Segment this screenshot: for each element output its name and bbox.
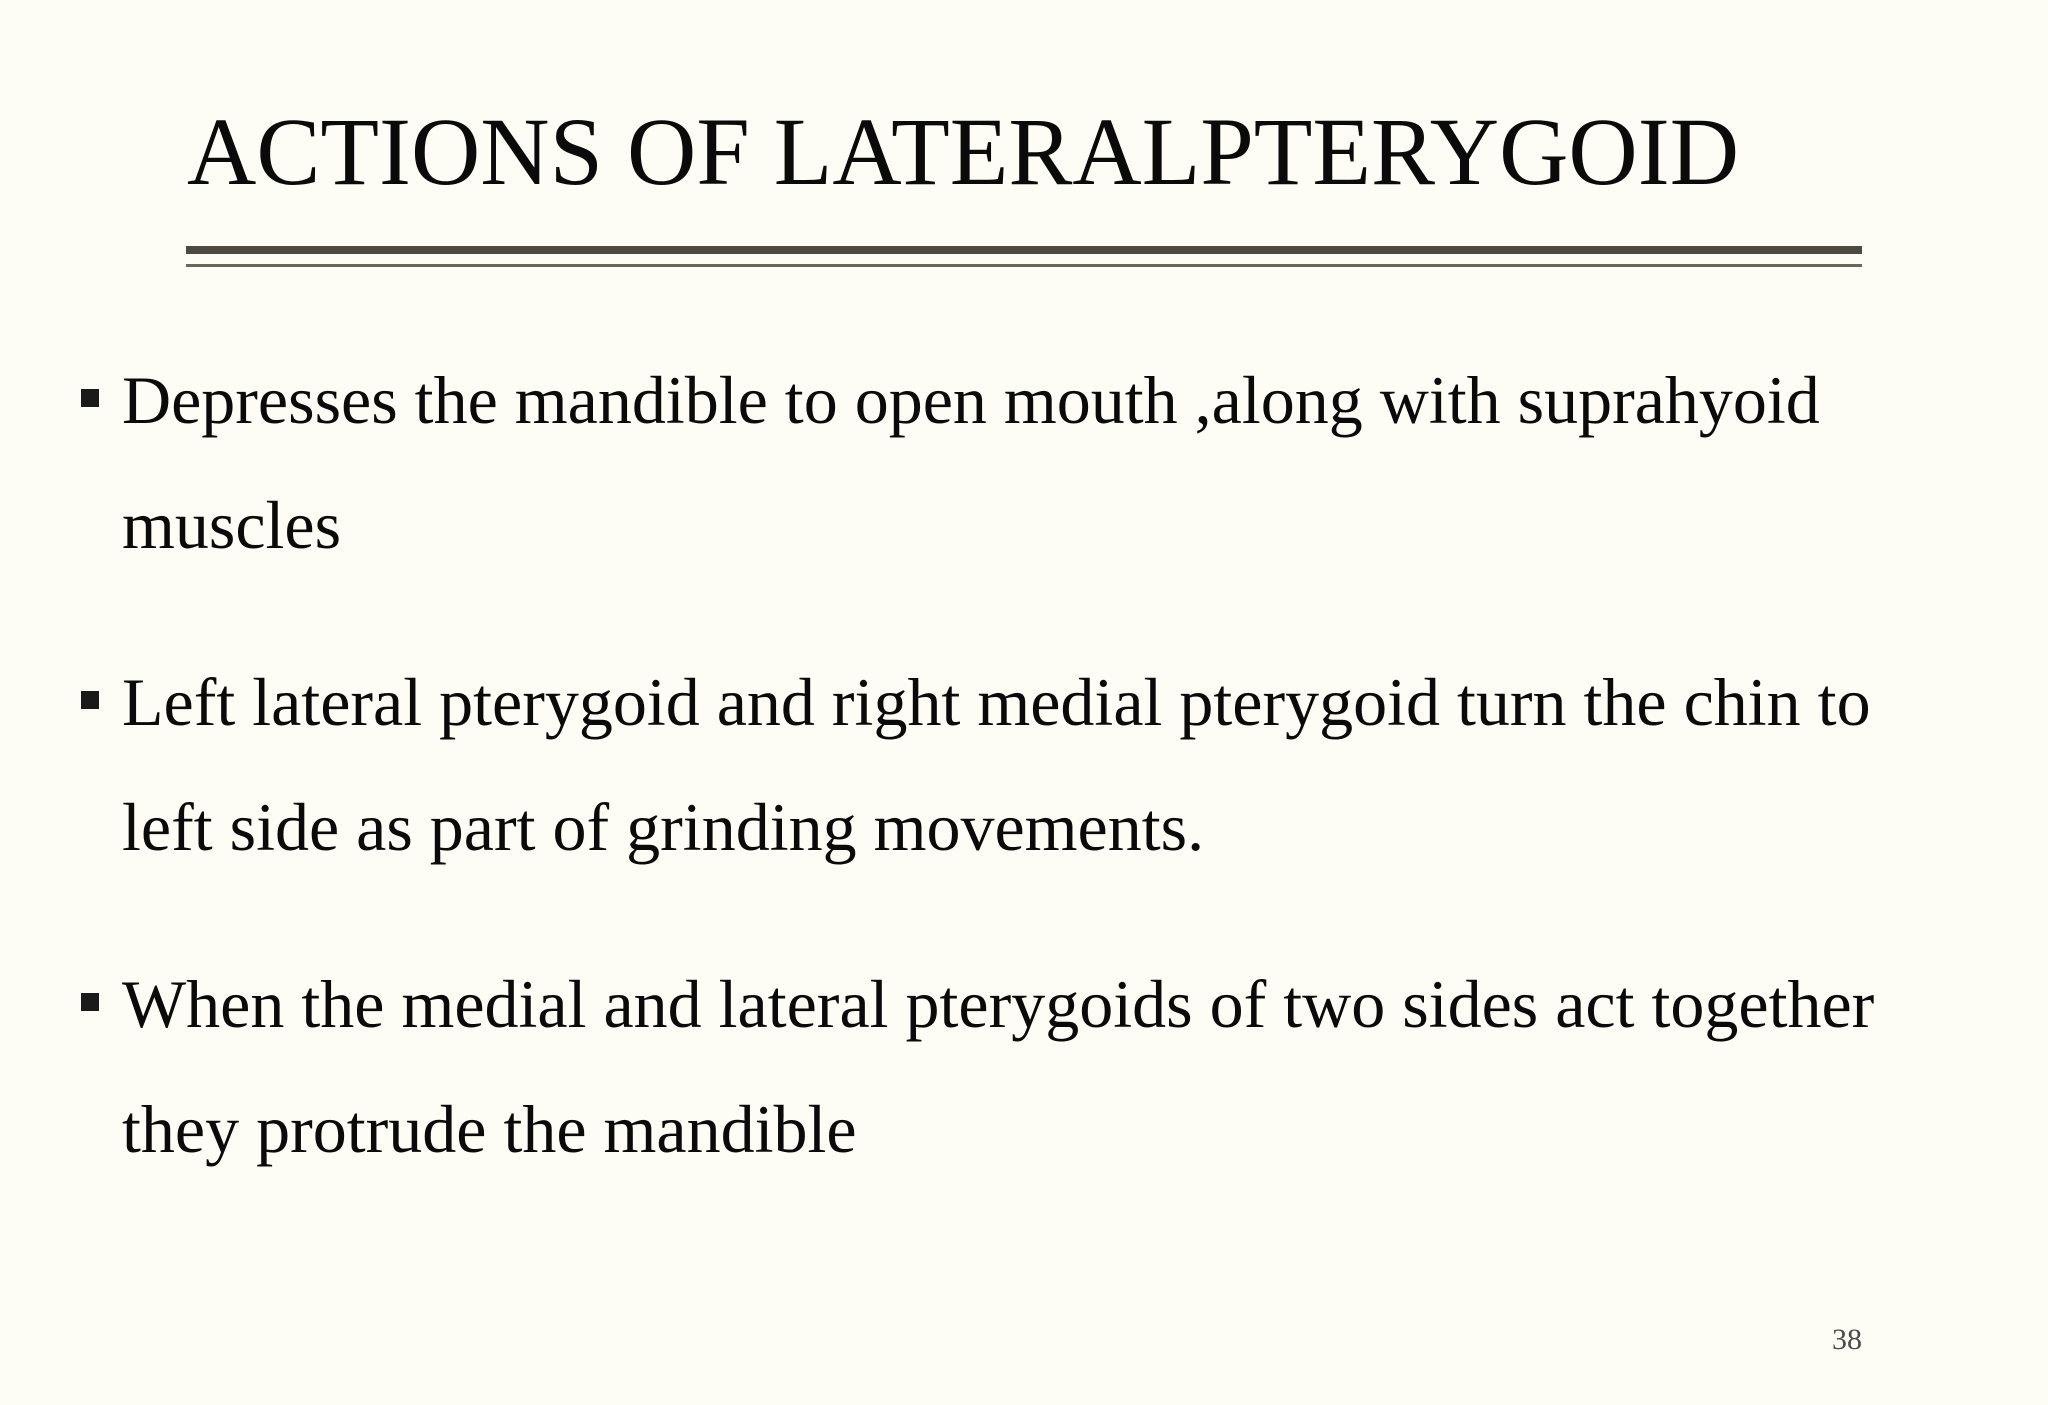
square-bullet-icon	[81, 993, 99, 1011]
bullet-list	[75, 338, 1975, 1192]
title-divider-thick	[186, 246, 1862, 254]
page-number: 38	[1832, 1323, 1862, 1356]
square-bullet-icon	[81, 691, 99, 709]
square-bullet-icon	[81, 389, 99, 407]
bullet-item	[75, 942, 1975, 1192]
slide-title: ACTIONS OF LATERALPTERYGOID	[187, 98, 1740, 205]
bullet-text: Left lateral pterygoid and right medial pterygoid turn the chin to left side as part of grinding movements.	[122, 664, 1871, 865]
bullet-item	[75, 338, 1975, 588]
bullet-text: When the medial and lateral pterygoids of two sides act together they protrude the mandible	[122, 966, 1875, 1167]
bullet-item	[75, 640, 1975, 890]
bullet-text: Depresses the mandible to open mouth ,along with suprahyoid muscles	[122, 362, 1820, 563]
title-divider-thin	[186, 264, 1862, 267]
